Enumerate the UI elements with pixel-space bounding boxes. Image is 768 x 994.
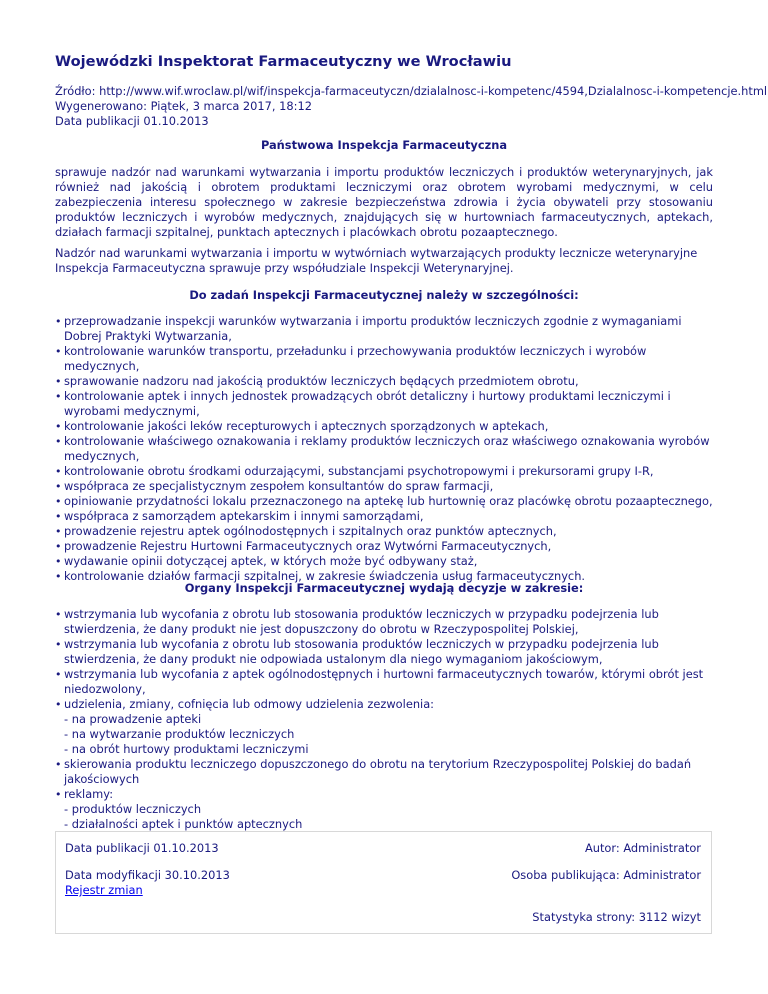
task-item	[55, 419, 722, 434]
bullet-icon: •	[55, 525, 62, 538]
bullet-icon: •	[55, 315, 62, 328]
decision-subitem: - działalności aptek i punktów aptecznych	[64, 817, 303, 831]
bullet-icon: •	[55, 375, 62, 388]
source-url: Źródło: http://www.wif.wroclaw.pl/wif/inspekcja-farmaceutyczn/dzialalnosc-i-kompetenc/4594,Dzialalnosc-i-kompetencje.html	[55, 84, 768, 98]
decision-item	[55, 697, 722, 757]
task-item	[55, 374, 722, 389]
task-text: kontrolowanie jakości leków recepturowych i aptecznych sporządzonych w aptekach,	[64, 419, 549, 433]
bullet-icon: •	[55, 758, 62, 771]
decision-text: reklamy:	[64, 787, 114, 801]
bullet-icon: •	[55, 555, 62, 568]
bullet-icon: •	[55, 540, 62, 553]
publication-date: Data publikacji 01.10.2013	[55, 114, 209, 128]
bullet-icon: •	[55, 345, 62, 358]
bullet-icon: •	[55, 420, 62, 433]
task-text: kontrolowanie obrotu środkami odurzającymi, substancjami psychotropowymi i prekursorami grupy I-R,	[64, 464, 654, 478]
footer-modified: Data modyfikacji 30.10.2013	[65, 868, 230, 882]
bullet-icon: •	[55, 668, 62, 681]
task-item	[55, 554, 722, 569]
task-text: prowadzenie Rejestru Hurtowni Farmaceutycznych oraz Wytwórni Farmaceutycznych,	[64, 539, 552, 553]
bullet-icon: •	[55, 638, 62, 651]
task-text: przeprowadzanie inspekcji warunków wytwarzania i importu produktów leczniczych zgodnie z wymaganiami Dobrej Praktyki Wytwarzania,	[64, 314, 682, 343]
task-text: kontrolowanie właściwego oznakowania i reklamy produktów leczniczych oraz właściwego oznakowania wyrobów medycznych,	[64, 434, 710, 463]
footer-stats: Statystyka strony: 3112 wizyt	[532, 910, 701, 924]
bullet-icon: •	[55, 788, 62, 801]
decision-item	[55, 667, 722, 697]
bullet-icon: •	[55, 390, 62, 403]
decision-subitem: - na prowadzenie apteki	[64, 712, 202, 726]
decision-text: wstrzymania lub wycofania z aptek ogólnodostępnych i hurtowni farmaceutycznych towarów, którymi obrót jest niedozwolony,	[64, 667, 704, 696]
section-heading-decisions: Organy Inspekcji Farmaceutycznej wydają decyzje w zakresie:	[184, 581, 584, 595]
task-item	[55, 494, 722, 509]
decision-subitem: - produktów leczniczych	[64, 802, 202, 816]
task-text: współpraca ze specjalistycznym zespołem konsultantów do spraw farmacji,	[64, 479, 494, 493]
bullet-icon: •	[55, 570, 62, 583]
task-text: współpraca z samorządem aptekarskim i innymi samorządami,	[64, 509, 424, 523]
bullet-icon: •	[55, 435, 62, 448]
task-item	[55, 314, 722, 344]
task-item	[55, 509, 722, 524]
decision-text: skierowania produktu leczniczego dopuszczonego do obrotu na terytorium Rzeczypospolitej Polskiej do badań jakościowych	[64, 757, 692, 786]
task-item	[55, 389, 722, 419]
task-text: opiniowanie przydatności lokalu przeznaczonego na aptekę lub hurtownię oraz placówkę obrotu pozaaptecznego,	[64, 494, 713, 508]
tasks-list	[55, 314, 722, 584]
decision-text: udzielenia, zmiany, cofnięcia lub odmowy udzielenia zezwolenia:	[64, 697, 435, 711]
decision-text: wstrzymania lub wycofania z obrotu lub stosowania produktów leczniczych w przypadku podejrzenia lub stwierdzenia, że dany produkt nie odpowiada ustalonym dla niego wymaganiom jakościowym,	[64, 637, 659, 666]
page-title: Wojewódzki Inspektorat Farmaceutyczny we Wrocławiu	[55, 53, 512, 70]
decision-item	[55, 787, 722, 832]
decision-text: wstrzymania lub wycofania z obrotu lub stosowania produktów leczniczych w przypadku podejrzenia lub stwierdzenia, że dany produkt nie jest dopuszczony do obrotu w Rzeczypospolitej Polskiej,	[64, 607, 659, 636]
task-text: kontrolowanie aptek i innych jednostek prowadzących obrót detaliczny i hurtowy produktami leczniczymi i wyrobami medycznymi,	[64, 389, 671, 418]
bullet-icon: •	[55, 465, 62, 478]
task-item	[55, 479, 722, 494]
task-item	[55, 524, 722, 539]
section-heading-tasks: Do zadań Inspekcji Farmaceutycznej należy w szczególności:	[189, 288, 579, 302]
bullet-icon: •	[55, 495, 62, 508]
decision-item	[55, 757, 722, 787]
generated-date: Wygenerowano: Piątek, 3 marca 2017, 18:12	[55, 99, 312, 113]
task-text: prowadzenie rejestru aptek ogólnodostępnych i szpitalnych oraz punktów aptecznych,	[64, 524, 557, 538]
task-item	[55, 464, 722, 479]
change-log-link[interactable]: Rejestr zmian	[65, 883, 143, 897]
footer-published: Data publikacji 01.10.2013	[65, 841, 219, 855]
bullet-icon: •	[55, 510, 62, 523]
task-text: sprawowanie nadzoru nad jakością produktów leczniczych będących przedmiotem obrotu,	[64, 374, 579, 388]
task-text: wydawanie opinii dotyczącej aptek, w których może być odbywany staż,	[64, 554, 478, 568]
footer-publisher: Osoba publikująca: Administrator	[511, 868, 701, 882]
task-item	[55, 539, 722, 554]
document-meta	[55, 84, 767, 129]
decision-item	[55, 607, 722, 637]
task-text: kontrolowanie warunków transportu, przeładunku i przechowywania produktów leczniczych i wyrobów medycznych,	[64, 344, 647, 373]
intro-paragraph: sprawuje nadzór nad warunkami wytwarzania i importu produktów leczniczych i produktów weterynaryjnych, jak również nad jakością i obrotem produktami leczniczymi oraz obrotem wyrobami medycznymi, w celu zabezpieczenia interesu społecznego w zakresie bezpieczeństwa zdrowia i życia obywateli przy stosowaniu produktów leczniczych i wyrobów medycznych, znajdujących się w hurtowniach farmaceutycznych, aptekach, działach farmacji szpitalnej, punktach aptecznych i placówkach obrotu pozaaptecznego.	[55, 165, 713, 239]
section-heading-inspection: Państwowa Inspekcja Farmaceutyczna	[260, 138, 508, 152]
task-item	[55, 344, 722, 374]
task-text: kontrolowanie działów farmacji szpitalnej, w zakresie świadczenia usług farmaceutycznych.	[64, 569, 586, 583]
supervision-paragraph: Nadzór nad warunkami wytwarzania i importu w wytwórniach wytwarzających produkty lecznicze weterynaryjne Inspekcja Farmaceutyczna sprawuje przy współudziale Inspekcji Weterynaryjnej.	[55, 246, 698, 275]
footer-author: Autor: Administrator	[584, 841, 701, 855]
bullet-icon: •	[55, 608, 62, 621]
decision-item	[55, 637, 722, 667]
bullet-icon: •	[55, 698, 62, 711]
task-item	[55, 434, 722, 464]
decision-subitem: - na obrót hurtowy produktami leczniczymi	[64, 742, 309, 756]
decision-subitem: - na wytwarzanie produktów leczniczych	[64, 727, 295, 741]
bullet-icon: •	[55, 480, 62, 493]
document-footer	[55, 831, 712, 934]
decisions-list	[55, 607, 722, 832]
